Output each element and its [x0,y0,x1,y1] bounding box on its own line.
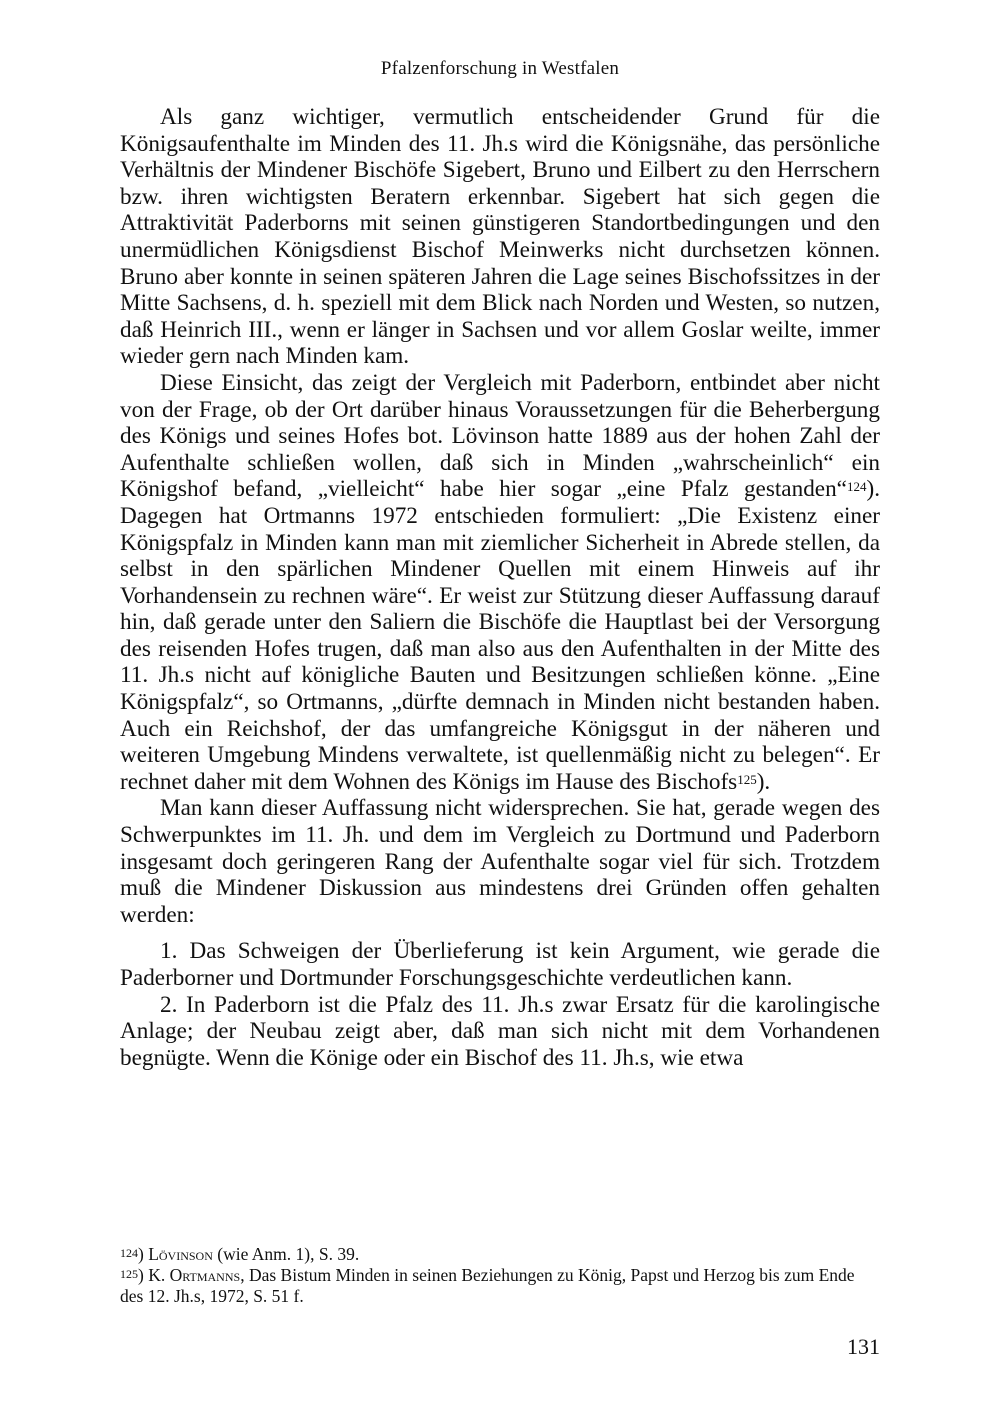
footnote-ref-125: 125 [737,771,757,787]
paragraph-3: Man kann dieser Auffassung nicht widersprechen. Sie hat, gerade wegen des Schwerpunktes im 11. Jh. und dem im Vergleich zu Dortmund und Paderborn insgesamt doch geringeren Rang der Aufenthalte sogar viel für sich. Trotzdem muß die Mindener Diskussion aus mindestens drei Gründen offen gehalten werden: [120,795,880,928]
paragraph-4: 1. Das Schweigen der Überlieferung ist kein Argument, wie gerade die Paderborner und Dortmunder Forschungsgeschichte verdeutlichen kann. [120,938,880,991]
footnote-author-initial: K. [148,1265,170,1285]
footnote-text: (wie Anm. 1), S. 39. [212,1244,360,1264]
paragraph-2-part-3: ). [756,768,771,795]
footnote-author: Ortmanns [169,1265,241,1285]
footnote-number-close: ) [138,1265,144,1285]
running-head: Pfalzenforschung in Westfalen [380,58,620,79]
paragraph-2-part-2: ). Dagegen hat Ortmanns 1972 entschieden formuliert: „Die Existenz einer Königspfalz in Minden kann man mit ziemlicher Sicherheit in Abrede stellen, da selbst in den spärlichen Mindener Quellen mit einem Hinweis auf ihr Vorhandensein zu rechnen wäre“. Er weist zur Stützung dieser Auffassung darauf hin, daß gerade unter den Saliern die Bischöfe die Hauptlast bei der Versorgung des reisenden Hofes trugen, daß man also aus den Aufenthalten in der Mitte des 11. Jh.s nicht auf königliche Bauten und Besitzungen schließen könne. „Eine Königspfalz“, so Ortmanns, „dürfte demnach in Minden nicht bestanden haben. Auch ein Reichshof, der das umfangreiche Königsgut in der näheren und weiteren Umgebung Mindens verwaltete, ist quellenmäßig nicht zu belegen“. Er rechnet daher mit dem Wohnen des Königs im Hause des Bischofs [120,476,880,795]
footnotes [120,1244,880,1307]
footnote-number: 125 [120,1267,138,1281]
body-text [120,104,880,1071]
footnote-124 [120,1244,880,1265]
footnote-text: , Das Bistum Minden in seinen Beziehungen zu König, Papst und Herzog bis zum Ende des 12. Jh.s, 1972, S. 51 f. [120,1265,855,1306]
footnote-125 [120,1265,880,1307]
footnote-ref-124: 124 [846,479,867,495]
paragraph-5: 2. In Paderborn ist die Pfalz des 11. Jh.s zwar Ersatz für die karolingische Anlage; der Neubau zeigt aber, daß man sich nicht mit dem Vorhandenen begnügte. Wenn die Könige oder ein Bischof des 11. Jh.s, wie etwa [120,991,880,1071]
paragraph-1: Als ganz wichtiger, vermutlich entscheidender Grund für die Königsaufenthalte im Minden des 11. Jh.s wird die Königsnähe, das persönliche Verhältnis der Mindener Bischöfe Sigebert, Bruno und Eilbert zu den Herrschern bzw. ihren wichtigsten Beratern erkennbar. Sigebert hat sich gegen die Attraktivität Paderborns mit seinen günstigeren Standortbedingungen und den unermüdlichen Königsdienst Bischof Meinwerks nicht durchsetzen können. Bruno aber konnte in seinen späteren Jahren die Lage seines Bischofssitzes in der Mitte Sachsens, d. h. speziell mit dem Blick nach Norden und Westen, so nutzen, daß Heinrich III., wenn er länger in Sachsen und vor allem Goslar weilte, immer wieder gern nach Minden kam. [120,104,880,370]
footnote-number-close: ) [138,1244,144,1264]
paragraph-2-part-1: Diese Einsicht, das zeigt der Vergleich mit Paderborn, entbindet aber nicht von der Frage, ob der Ort darüber hinaus Voraussetzungen für die Beherbergung des Königs und seines Hofes bot. Lövinson hatte 1889 aus der hohen Zahl der Aufenthalte schließen wollen, daß sich in Minden „wahrscheinlich“ ein Königshof befand, „vielleicht“ habe hier sogar „eine Pfalz gestanden“ [120,369,880,503]
page-number: 131 [847,1334,880,1359]
footnote-number: 124 [120,1246,138,1260]
footnote-author: Lövinson [148,1244,213,1264]
paragraph-2 [120,370,880,796]
